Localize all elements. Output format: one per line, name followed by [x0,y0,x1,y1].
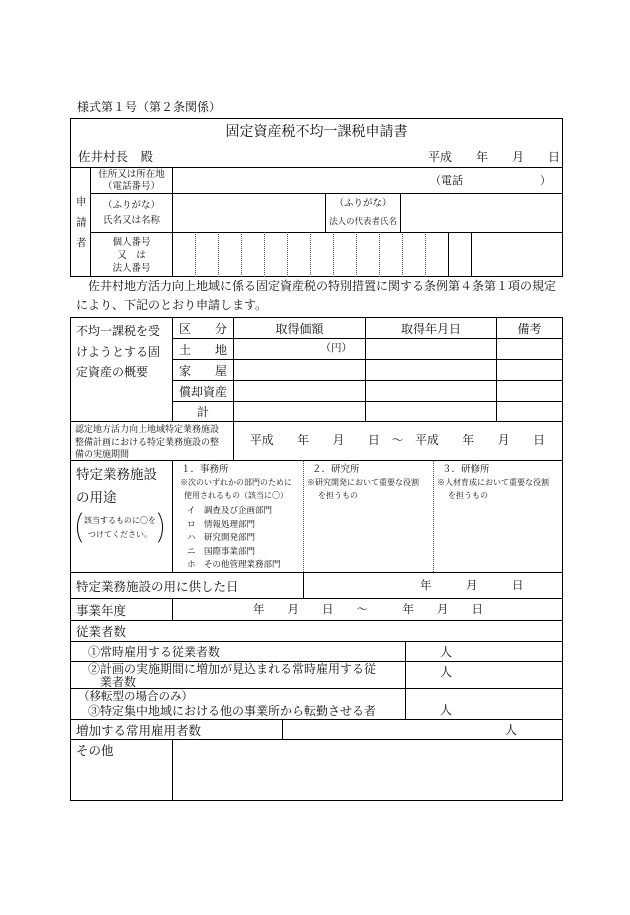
development-period-label-line: 認定地方活力向上地域特定業務施設 [75,425,220,435]
facility-use-label-cell [70,460,172,572]
employees-row-label: ②計画の実施期間に増加が見込まれる常時雇用する従 [88,662,377,676]
other-label: その他 [76,743,114,758]
start-date-label: 特定業務施設の用に供した日 [76,578,239,594]
persons-unit: 人 [440,645,453,659]
office-option-note: 使用されるもの（該当に〇） [184,491,288,500]
applicant-section-label-cell [70,167,90,277]
address-label-cell [90,167,172,193]
personal-number-label: 個人番号 [112,236,151,248]
or-label: 又 は [117,249,146,261]
number-digit-box[interactable] [379,232,402,277]
corporate-number-label: 法人番号 [112,262,151,274]
number-label-cell [90,232,172,277]
name-label-cell [90,193,172,232]
header-category-label: 区 分 [178,321,227,336]
asset-overview-label-line: 不均一課税を受 [76,324,161,338]
employees-row-increase [70,661,405,688]
asset-value-field[interactable] [233,338,365,359]
department-item[interactable]: ホ その他管理業務部門 [187,560,281,570]
representative-furigana-label: （ふりがな） [334,198,392,209]
name-furigana-label: （ふりがな） [102,200,160,211]
phone-field[interactable]: （電話 ） [430,174,551,187]
header-acquisition-value [233,317,365,338]
header-acquisition-date [365,317,496,338]
facility-use-note-line: つけてください。 [88,529,152,539]
training-option-note: ※人材育成において重要な役割 [437,478,549,487]
asset-overview-label-line: けようとする固 [76,344,161,359]
asset-category-land [172,338,233,359]
facility-use-label-line: の用途 [76,490,117,506]
asset-date-field[interactable] [365,359,496,380]
fiscal-year-field[interactable] [172,598,562,620]
number-digit-box[interactable] [264,232,287,277]
asset-date-field[interactable] [365,380,496,401]
training-option-note: を担うもの [448,491,488,500]
training-option-title[interactable]: ３．研修所 [442,464,490,475]
number-blank-area [471,232,562,277]
asset-remarks-field[interactable] [496,401,562,421]
development-period-field[interactable] [233,421,562,460]
address-label: 住所又は所在地 [98,168,165,180]
department-item[interactable]: ハ 研究開発部門 [187,533,256,543]
number-digit-box[interactable] [310,232,333,277]
asset-category-label: 計 [196,405,209,419]
form-number: 様式第１号（第２条関係） [77,100,222,114]
asset-remarks-field[interactable] [496,338,562,359]
header-remarks-label: 備考 [517,321,542,336]
employees-count-field[interactable] [405,661,562,688]
persons-unit: 人 [505,723,518,737]
form-title: 固定資産税不均一課税申請書 [225,124,408,140]
increase-label-cell [70,719,282,739]
other-field[interactable] [172,739,562,801]
intro-line: により、下記のとおり申請します。 [76,298,268,312]
employees-label: 従業者数 [76,624,127,639]
facility-use-label-line: 特定業務施設 [76,467,157,483]
number-digit-box[interactable] [425,232,448,277]
employees-row-regular [70,641,405,661]
fiscal-year-value[interactable]: 年 月 日 ～ 年 月 日 [253,602,483,616]
facility-use-note-line: 該当するものに〇を [84,515,156,525]
asset-remarks-field[interactable] [496,359,562,380]
details-table [70,317,563,801]
employees-count-field[interactable] [405,641,562,661]
increase-count-field[interactable] [282,719,562,739]
name-label: 氏名又は名称 [102,215,160,226]
intro-line: 佐井村地方活力向上地域に係る固定資産税の特別措置に関する条例第４条第１項の規定 [88,279,557,293]
start-date-field[interactable] [303,572,562,598]
employees-count-field[interactable] [405,688,562,719]
asset-category-building [172,359,233,380]
applicant-box [70,118,563,277]
facility-option-research[interactable] [303,460,433,572]
facility-use-note-bracket [77,508,163,547]
number-digit-box[interactable] [402,232,425,277]
employees-row-label: ①常時雇用する従業者数 [88,645,221,659]
employees-header [70,620,562,641]
other-label-cell [70,739,172,801]
fiscal-year-label: 事業年度 [76,602,127,618]
number-digit-box[interactable] [172,232,195,277]
asset-category-total [172,401,233,421]
asset-date-field[interactable] [365,338,496,359]
asset-value-field[interactable] [233,380,365,401]
representative-field[interactable] [400,193,562,232]
asset-category-label: 土 地 [178,342,227,357]
number-digit-box[interactable] [287,232,310,277]
asset-category-label: 家 屋 [178,363,227,378]
asset-value-field[interactable] [233,359,365,380]
employees-row-label: （移転型の場合のみ） [78,689,193,703]
development-period-label-line: 備の実施期間 [75,450,130,460]
fiscal-year-label-cell [70,598,172,620]
number-digit-box[interactable] [241,232,264,277]
name-field[interactable] [172,193,325,232]
form-header [70,118,562,167]
asset-value-field[interactable] [233,401,365,421]
department-item[interactable]: ニ 国際事業部門 [187,546,256,557]
increase-label: 増加する常用雇用者数 [76,722,202,738]
development-period-value[interactable]: 平成 年 月 日 ～ 平成 年 月 日 [250,433,545,447]
addressee: 佐井村長 殿 [78,149,154,164]
application-date[interactable]: 平成 年 月 日 [428,150,561,164]
phone-number-label: （電話番号） [102,180,160,192]
asset-overview-label-cell [70,317,172,421]
research-option-note: を担うもの [318,491,358,500]
persons-unit: 人 [440,665,453,679]
research-option-note: ※研究開発において重要な役割 [307,478,419,487]
research-option-title[interactable]: ２．研究所 [312,464,360,475]
asset-overview-label-line: 定資産の概要 [76,365,149,379]
number-digit-box[interactable] [448,232,471,277]
persons-unit: 人 [440,703,453,717]
header-category [172,317,233,338]
asset-category-label: 償却資産 [178,384,227,399]
facility-option-office[interactable] [172,460,303,572]
asset-remarks-field[interactable] [496,380,562,401]
number-digit-box[interactable] [218,232,241,277]
employees-row-label: 業者数 [100,675,137,689]
asset-category-depreciable [172,380,233,401]
address-field[interactable] [172,167,562,193]
yen-unit-label: （円） [320,342,352,354]
representative-label-cell [325,193,400,232]
header-remarks [496,317,562,338]
number-digit-box[interactable] [195,232,218,277]
office-option-title[interactable]: １．事務所 [181,464,229,475]
department-item[interactable]: ロ 情報処理部門 [187,519,256,530]
department-item[interactable]: イ 調査及び企画部門 [187,506,273,516]
development-period-label-cell [70,421,233,460]
header-acquisition-value-label: 取得価額 [275,321,324,336]
employees-row-transfer [70,688,405,719]
start-date-label-cell [70,572,303,598]
start-date-value[interactable]: 年 月 日 [420,578,524,592]
employees-row-label: ③特定集中地域における他の事業所から転勤させる者 [88,704,377,718]
development-period-label-line: 整備計画における特定業務施設の整 [75,437,220,448]
header-acquisition-date-label: 取得年月日 [400,321,461,336]
number-digit-box[interactable] [356,232,379,277]
number-digit-box[interactable] [333,232,356,277]
representative-label: 法人の代表者氏名 [328,217,397,227]
asset-date-field[interactable] [365,401,496,421]
facility-option-training[interactable] [433,460,562,572]
office-option-note: ※次のいずれかの部門のために [180,478,292,487]
applicant-section-label: 申請者 [74,195,87,258]
